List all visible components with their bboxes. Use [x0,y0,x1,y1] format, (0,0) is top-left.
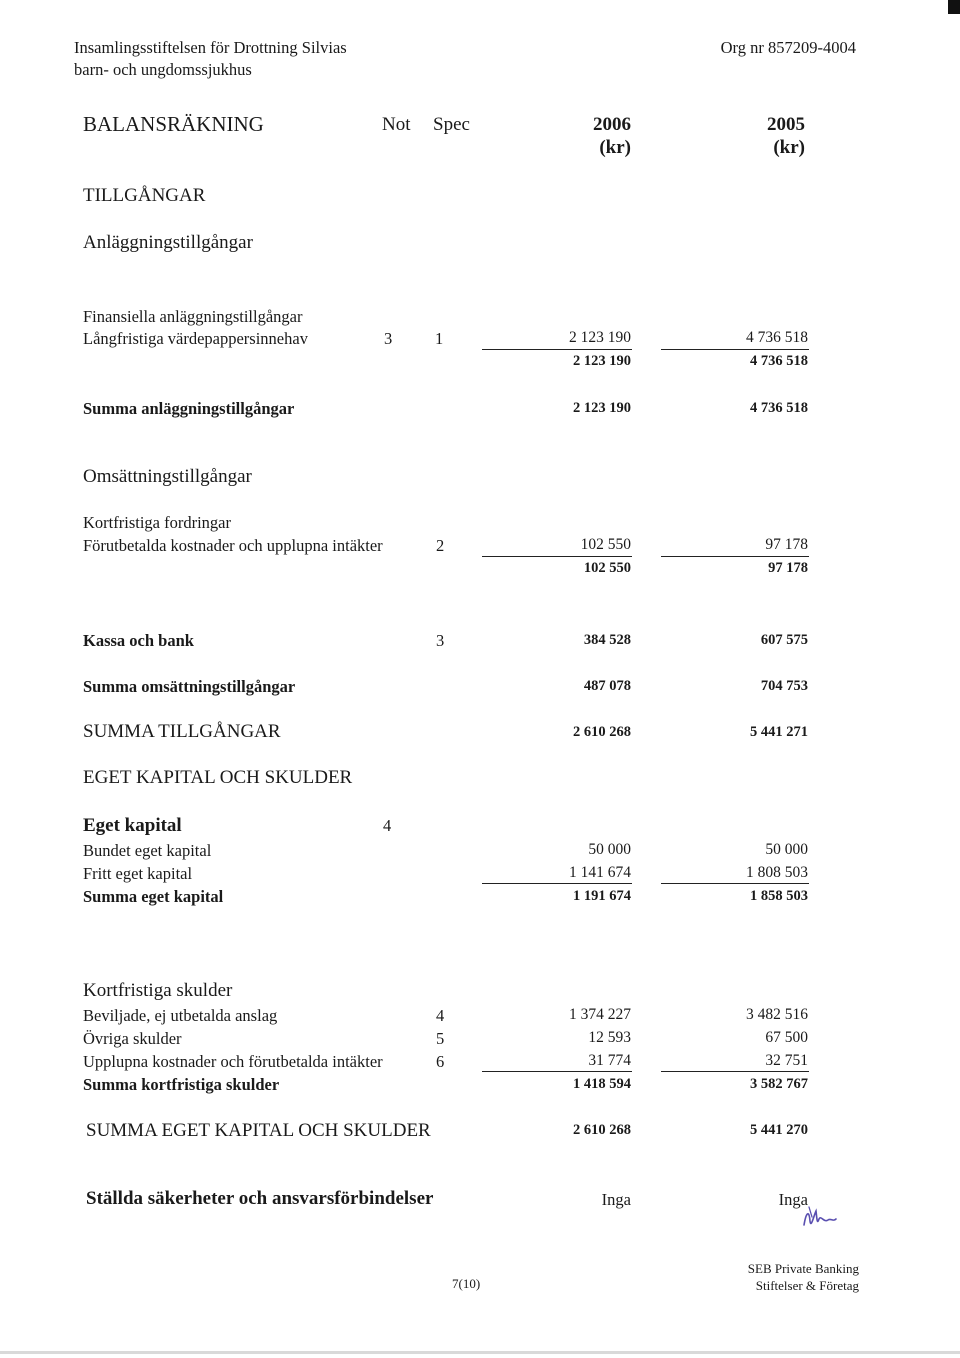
equity-liabilities-heading: EGET KAPITAL OCH SKULDER [83,767,353,788]
restricted-equity-label: Bundet eget kapital [83,841,212,860]
financial-subtotal-2005: 4 736 518 [750,353,808,369]
col-2005-unit: (kr) [773,137,805,158]
equity-liabilities-total-2006: 2 610 268 [573,1122,631,1138]
fixed-total-2005: 4 736 518 [750,400,808,416]
assets-total-2006: 2 610 268 [573,724,631,740]
prepaid-not: 2 [436,536,445,555]
accrued-2005: 32 751 [765,1052,808,1069]
cash-2006: 384 528 [583,632,631,648]
granted-2006: 1 374 227 [569,1006,631,1023]
org-number: Org nr 857209-4004 [720,38,856,57]
pledged-2006: Inga [601,1190,631,1209]
assets-heading: TILLGÅNGAR [83,185,206,206]
equity-not: 4 [383,816,392,835]
current-total-2005: 704 753 [760,678,808,694]
short-term-total-label: Summa kortfristiga skulder [83,1075,280,1094]
org-name-line2: barn- och ungdomssjukhus [74,60,252,79]
col-spec-header: Spec [433,114,470,135]
page-title: BALANSRÄKNING [83,112,264,136]
financial-assets-heading: Finansiella anläggningstillgångar [83,307,303,326]
free-equity-label: Fritt eget kapital [83,864,193,883]
short-term-total-2006: 1 418 594 [573,1076,631,1092]
long-term-spec: 1 [435,329,444,348]
current-total-label: Summa omsättningstillgångar [83,677,296,696]
receivables-subtotal-2006: 102 550 [583,560,631,576]
current-total-2006: 487 078 [583,678,631,694]
prepaid-2005: 97 178 [765,536,808,553]
handwritten-initials [800,1203,840,1233]
fixed-assets-heading: Anläggningstillgångar [83,232,253,253]
equity-heading: Eget kapital [83,815,182,836]
free-equity-2006: 1 141 674 [569,864,631,881]
equity-total-2005: 1 858 503 [750,888,808,904]
long-term-2006: 2 123 190 [569,329,631,346]
subtotal-rule-2006 [482,883,632,884]
scan-edge-mark [948,0,960,14]
prepaid-2006: 102 550 [580,536,631,553]
restricted-equity-2005: 50 000 [765,841,808,858]
subtotal-rule-2005 [661,349,809,350]
granted-2005: 3 482 516 [746,1006,808,1023]
fixed-total-2006: 2 123 190 [573,400,631,416]
bank-name: SEB Private Banking [747,1261,859,1276]
long-term-2005: 4 736 518 [746,329,808,346]
page-number: 7(10) [452,1276,481,1291]
current-assets-heading: Omsättningstillgångar [83,466,252,487]
subtotal-rule-2006 [482,349,632,350]
restricted-equity-2006: 50 000 [588,841,631,858]
subtotal-rule-2005 [661,1071,809,1072]
subtotal-rule-2006 [482,556,632,557]
other-liabilities-2005: 67 500 [765,1029,808,1046]
bank-division: Stiftelser & Företag [755,1278,859,1293]
assets-total-2005: 5 441 271 [750,724,808,740]
col-2005-header: 2005 [767,114,805,135]
financial-subtotal-2006: 2 123 190 [573,353,631,369]
granted-not: 4 [436,1006,445,1025]
col-2006-header: 2006 [593,114,631,135]
short-term-total-2005: 3 582 767 [750,1076,808,1092]
cash-not: 3 [436,631,445,650]
col-2006-unit: (kr) [599,137,631,158]
fixed-total-label: Summa anläggningstillgångar [83,399,295,418]
long-term-not: 3 [384,329,393,348]
granted-label: Beviljade, ej utbetalda anslag [83,1006,278,1025]
cash-label: Kassa och bank [83,631,194,650]
free-equity-2005: 1 808 503 [746,864,808,881]
accrued-2006: 31 774 [588,1052,631,1069]
accrued-not: 6 [436,1052,445,1071]
pledged-label: Ställda säkerheter och ansvarsförbindelser [86,1188,434,1209]
pledged-2005: Inga [778,1190,808,1209]
long-term-label: Långfristiga värdepappersinnehav [83,329,308,348]
equity-liabilities-total-2005: 5 441 270 [750,1122,808,1138]
other-liabilities-not: 5 [436,1029,445,1048]
other-liabilities-label: Övriga skulder [83,1029,182,1048]
receivables-subtotal-2005: 97 178 [768,560,808,576]
cash-2005: 607 575 [760,632,808,648]
equity-total-label: Summa eget kapital [83,887,224,906]
subtotal-rule-2005 [661,883,809,884]
subtotal-rule-2005 [661,556,809,557]
receivables-heading: Kortfristiga fordringar [83,513,231,532]
accrued-label: Upplupna kostnader och förutbetalda intäkter [83,1052,383,1071]
prepaid-label: Förutbetalda kostnader och upplupna intäkter [83,536,383,555]
equity-liabilities-total-label: SUMMA EGET KAPITAL OCH SKULDER [86,1120,431,1141]
short-term-heading: Kortfristiga skulder [83,980,233,1001]
scan-bottom-edge [0,1351,960,1354]
assets-total-label: SUMMA TILLGÅNGAR [83,721,281,742]
equity-total-2006: 1 191 674 [573,888,631,904]
other-liabilities-2006: 12 593 [588,1029,631,1046]
col-not-header: Not [382,114,411,135]
subtotal-rule-2006 [482,1071,632,1072]
org-name-line1: Insamlingsstiftelsen för Drottning Silvias [74,38,347,57]
